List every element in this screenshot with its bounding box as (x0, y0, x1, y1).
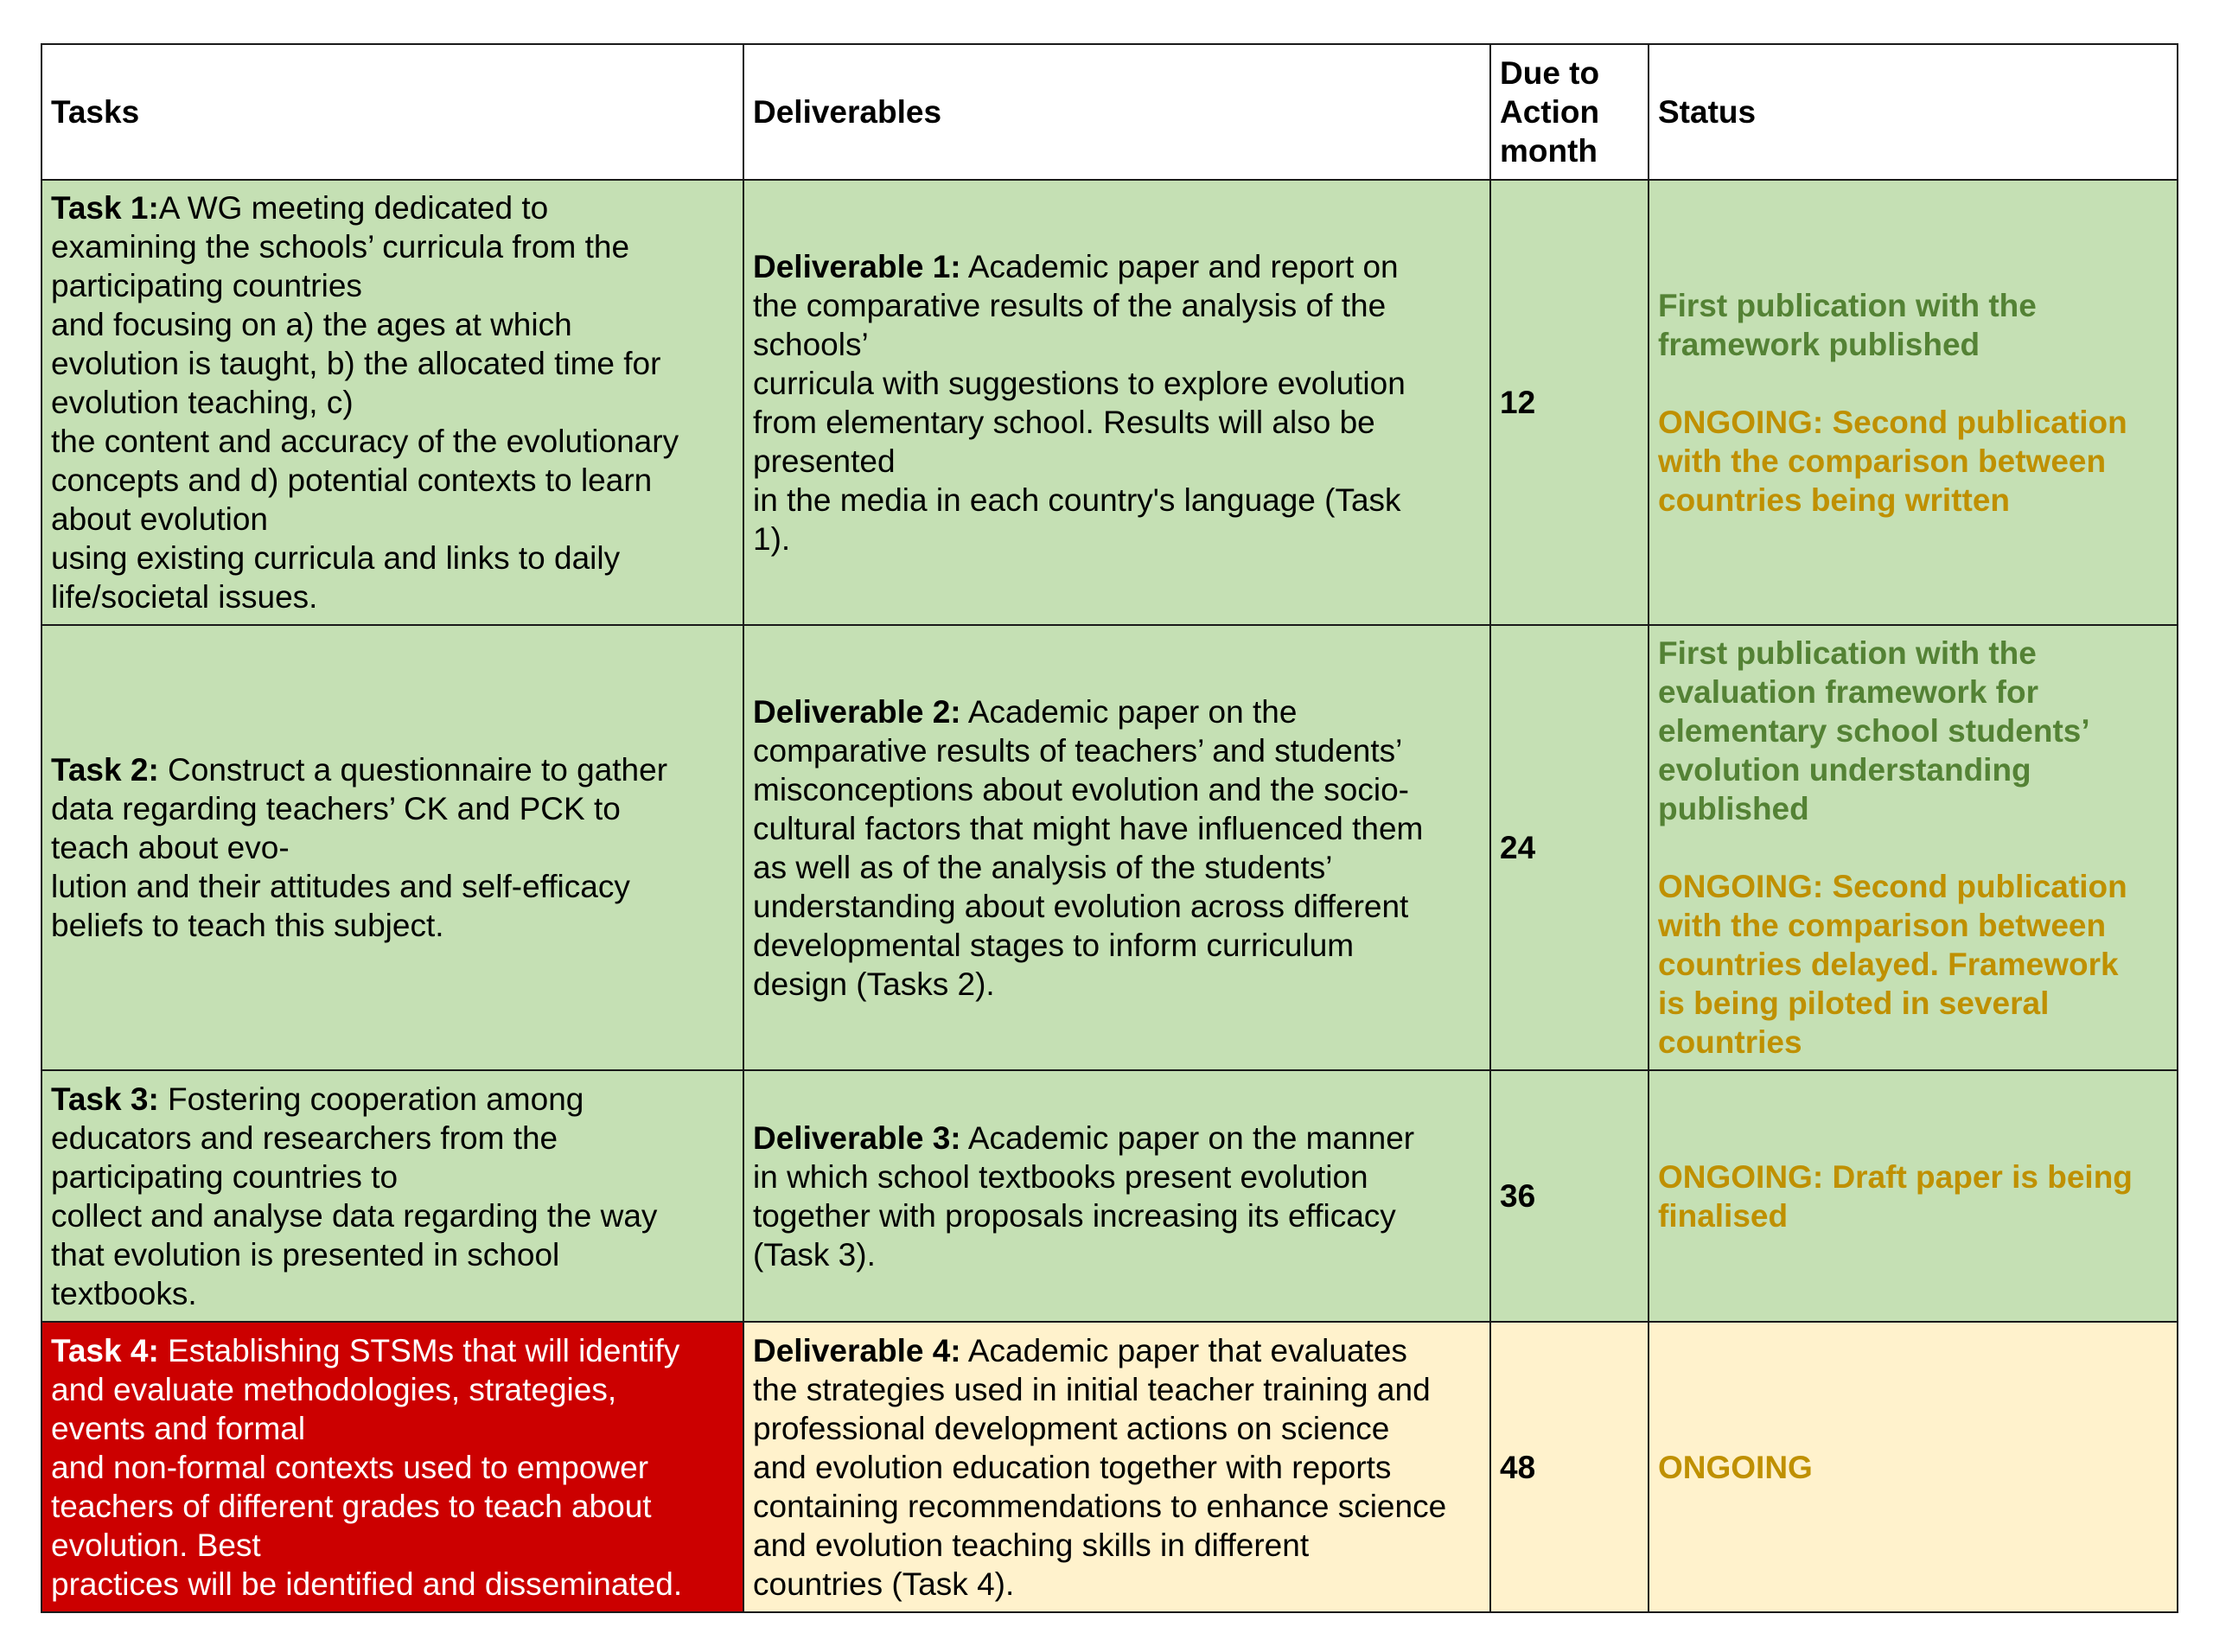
task-text-line: teachers of different grades to teach about (51, 1488, 652, 1524)
status-cell (1649, 1322, 2178, 1612)
deliverable-text-line: misconceptions about evolution and the socio- (753, 771, 1409, 807)
task-text-line: Establishing STSMs that will identify (158, 1332, 680, 1368)
task-text-line: data regarding teachers’ CK and PCK to (51, 791, 621, 826)
task-text-line: that evolution is presented in school (51, 1236, 560, 1272)
task-text-line: and evaluate methodologies, strategies, (51, 1371, 617, 1407)
task-text-line: practices will be identified and disseminated. (51, 1566, 683, 1602)
task-text-line: evolution is taught, b) the allocated time for (51, 346, 661, 381)
deliverable-text-line: Academic paper that evaluates (960, 1332, 1407, 1368)
deliverable-cell (743, 1070, 1490, 1322)
status-complete-line: published (1658, 791, 1809, 826)
status-complete-line: First publication with the (1658, 287, 2037, 323)
deliverable-text-line: professional development actions on science (753, 1410, 1390, 1446)
task-text-line: events and formal (51, 1410, 306, 1446)
task-text-line: evolution. Best (51, 1527, 261, 1563)
task-cell (41, 1322, 743, 1612)
deliverable-text-line: cultural factors that might have influenced them (753, 810, 1424, 846)
header-due-month (1490, 44, 1649, 180)
table-row (41, 1322, 2178, 1612)
status-ongoing-line: with the comparison between (1658, 443, 2107, 479)
task-cell (41, 180, 743, 625)
task-text-line: concepts and d) potential contexts to learn (51, 462, 653, 498)
task-text-line: and non-formal contexts used to empower (51, 1449, 649, 1485)
task-text-line: about evolution (51, 501, 268, 537)
deliverable-text-line: together with proposals increasing its efficacy (753, 1197, 1396, 1234)
deliverable-cell (743, 1322, 1490, 1612)
table-row (41, 625, 2178, 1070)
deliverable-text-line: in which school textbooks present evolution (753, 1158, 1368, 1195)
status-ongoing-line: ONGOING: Second publication (1658, 869, 2127, 904)
tasks-deliverables-table (41, 43, 2178, 1613)
task-text-line: life/societal issues. (51, 579, 318, 615)
task-text-line: and focusing on a) the ages at which (51, 307, 572, 342)
deliverable-label: Deliverable 2: (753, 693, 961, 730)
due-month-cell: 48 (1490, 1322, 1649, 1612)
deliverable-text-line: (Task 3). (753, 1236, 876, 1272)
deliverable-text-line: understanding about evolution across different (753, 888, 1409, 924)
task-text-line: Construct a questionnaire to gather (158, 752, 668, 788)
status-complete-line: evaluation framework for (1658, 674, 2039, 710)
deliverable-text-line: containing recommendations to enhance science (753, 1488, 1447, 1524)
task-cell (41, 625, 743, 1070)
due-month-cell: 24 (1490, 625, 1649, 1070)
task-text-line: examining the schools’ curricula from the (51, 229, 630, 265)
header-due-line-1: Due to (1500, 55, 1600, 91)
table-row (41, 1070, 2178, 1322)
deliverable-text-line: presented (753, 443, 896, 479)
task-label: Task 1: (51, 190, 159, 226)
status-ongoing-line: is being piloted in several (1658, 985, 2050, 1021)
deliverable-text-line: countries (Task 4). (753, 1566, 1015, 1602)
deliverable-text-line: design (Tasks 2). (753, 966, 995, 1002)
task-text-line: A WG meeting dedicated to (158, 190, 549, 226)
deliverable-text-line: from elementary school. Results will also be (753, 404, 1375, 440)
task-text-line: the content and accuracy of the evolutionary (51, 424, 679, 459)
deliverable-text-line: the strategies used in initial teacher training and (753, 1371, 1431, 1407)
deliverable-text-line: in the media in each country's language (Task (753, 482, 1401, 518)
task-label: Task 3: (51, 1081, 159, 1117)
task-text-line: teach about evo- (51, 830, 290, 865)
task-text-line: beliefs to teach this subject. (51, 908, 444, 943)
task-text-line: lution and their attitudes and self-efficacy (51, 869, 630, 904)
status-complete-line: First publication with the (1658, 635, 2037, 671)
header-row (41, 44, 2178, 180)
header-due-line-3: month (1500, 133, 1598, 169)
deliverable-text-line: 1). (753, 520, 791, 557)
header-deliverables: Deliverables (743, 44, 1490, 180)
task-text-line: participating countries to (51, 1158, 399, 1195)
deliverable-label: Deliverable 4: (753, 1332, 961, 1368)
header-status: Status (1649, 44, 2178, 180)
deliverable-text-line: schools’ (753, 326, 869, 362)
table-row (41, 180, 2178, 625)
status-complete-line: elementary school students’ (1658, 713, 2090, 749)
task-text-line: using existing curricula and links to daily (51, 540, 621, 576)
due-month-cell: 36 (1490, 1070, 1649, 1322)
deliverable-text-line: Academic paper on the (960, 693, 1298, 730)
status-ongoing-line: countries delayed. Framework (1658, 947, 2119, 982)
task-text-line: Fostering cooperation among (158, 1081, 584, 1117)
status-ongoing-line: ONGOING: Draft paper is being (1658, 1158, 2133, 1195)
task-label: Task 4: (51, 1332, 159, 1368)
status-cell (1649, 625, 2178, 1070)
header-due-line-2: Action (1500, 94, 1600, 130)
deliverable-text-line: and evolution teaching skills in different (753, 1527, 1310, 1563)
task-text-line: collect and analyse data regarding the way (51, 1197, 658, 1234)
task-label: Task 2: (51, 752, 159, 788)
status-ongoing-line: with the comparison between (1658, 908, 2107, 943)
deliverable-text-line: curricula with suggestions to explore evolution (753, 365, 1406, 401)
status-ongoing-line: ONGOING: Second publication (1658, 404, 2127, 440)
deliverable-label: Deliverable 1: (753, 248, 961, 284)
deliverable-text-line: developmental stages to inform curriculum (753, 927, 1355, 963)
status-cell (1649, 1070, 2178, 1322)
status-complete-line: framework published (1658, 326, 1980, 362)
task-text-line: educators and researchers from the (51, 1119, 558, 1156)
deliverable-label: Deliverable 3: (753, 1119, 961, 1156)
status-ongoing-line: countries being written (1658, 482, 2011, 518)
task-text-line: evolution teaching, c) (51, 385, 354, 420)
task-text-line: textbooks. (51, 1275, 197, 1311)
task-text-line: participating countries (51, 268, 362, 303)
deliverable-cell (743, 180, 1490, 625)
status-ongoing-line: ONGOING (1658, 1449, 1813, 1485)
status-complete-line: evolution understanding (1658, 752, 2031, 788)
deliverable-text-line: the comparative results of the analysis of the (753, 287, 1387, 323)
status-cell (1649, 180, 2178, 625)
deliverable-text-line: Academic paper and report on (960, 248, 1399, 284)
deliverable-text-line: as well as of the analysis of the students’ (753, 849, 1333, 885)
due-month-cell: 12 (1490, 180, 1649, 625)
status-ongoing-line: countries (1658, 1024, 1802, 1060)
deliverable-cell (743, 625, 1490, 1070)
deliverable-text-line: Academic paper on the manner (960, 1119, 1415, 1156)
deliverable-text-line: and evolution education together with reports (753, 1449, 1392, 1485)
header-tasks: Tasks (41, 44, 743, 180)
deliverable-text-line: comparative results of teachers’ and students’ (753, 732, 1403, 769)
status-ongoing-line: finalised (1658, 1197, 1789, 1234)
task-cell (41, 1070, 743, 1322)
